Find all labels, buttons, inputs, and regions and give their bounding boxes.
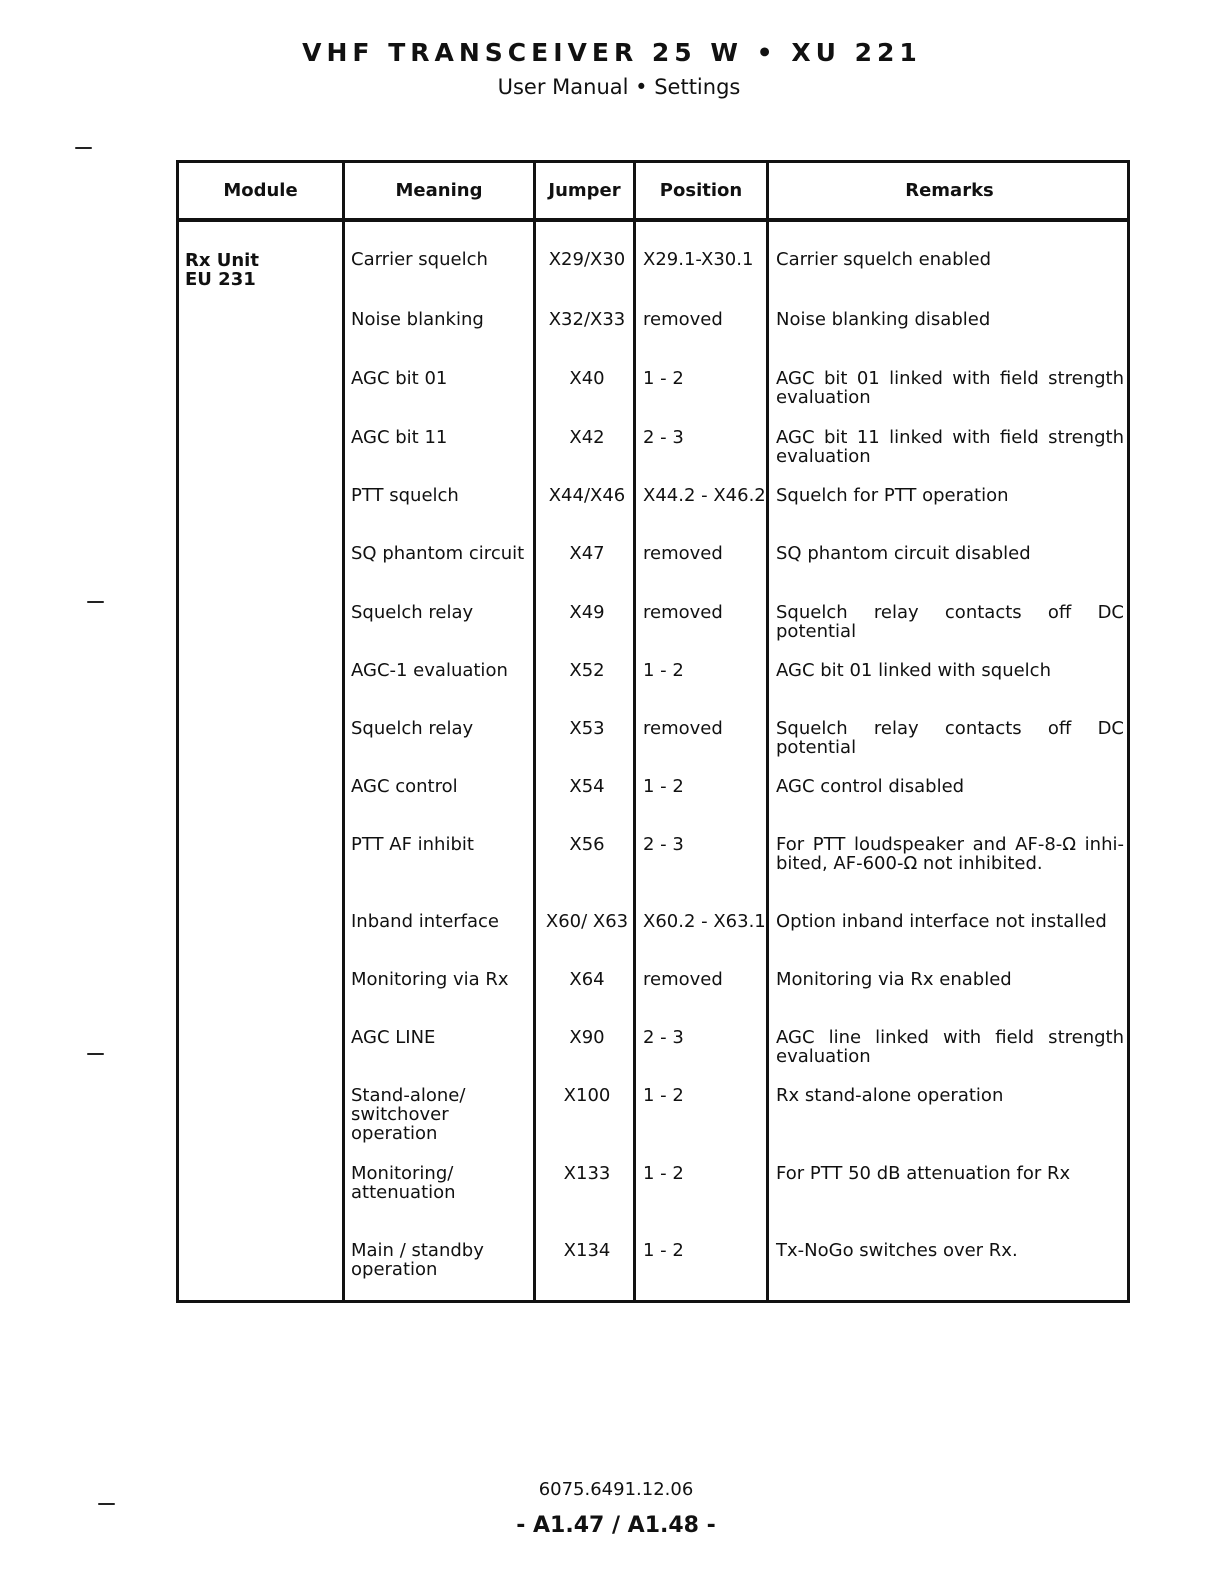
row-meaning: Monitoring/ attenuation [351,1163,456,1203]
module-name [185,251,335,289]
row-remarks: SQ phantom circuit disabled [776,543,1031,564]
row-meaning: Monitoring via Rx [351,969,509,990]
row-position: 1 - 2 [643,1163,684,1184]
row-remarks: Squelch for PTT operation [776,485,1009,506]
row-position: X60.2 - X63.1 [643,911,766,932]
column-header-jumper: Jumper [548,180,621,201]
column-header-module: Module [223,180,298,201]
row-position: X29.1-X30.1 [643,249,754,270]
row-jumper: X60/ X63 [545,911,629,932]
row-meaning: AGC LINE [351,1027,436,1048]
row-remarks: AGC line linked with field strength evaluation [776,1027,1124,1067]
row-meaning: Carrier squelch [351,249,488,270]
row-jumper: X52 [569,660,605,681]
row-remarks: AGC bit 01 linked with field strength evaluation [776,368,1124,408]
row-jumper: X53 [569,718,605,739]
row-jumper: X44/X46 [548,485,626,506]
margin-mark [75,147,92,149]
column-header-meaning: Meaning [395,180,483,201]
row-meaning: AGC bit 01 [351,368,448,389]
row-jumper: X29/X30 [548,249,626,270]
row-position: 1 - 2 [643,1085,684,1106]
row-remarks: AGC control disabled [776,776,965,797]
row-position: removed [643,602,723,623]
page-number: - A1.47 / A1.48 - [516,1513,716,1538]
row-jumper: X54 [569,776,605,797]
row-jumper: X100 [563,1085,611,1106]
row-remarks: Squelch relay contacts off DC potential [776,718,1124,758]
row-meaning: PTT squelch [351,485,459,506]
row-meaning: Squelch relay [351,718,474,739]
row-position: 1 - 2 [643,776,684,797]
row-meaning: Squelch relay [351,602,474,623]
module-code: EU 231 [185,269,256,290]
row-jumper: X133 [563,1163,611,1184]
row-meaning: AGC control [351,776,458,797]
row-position: 1 - 2 [643,1240,684,1261]
row-position: 2 - 3 [643,427,684,448]
column-divider [342,163,345,1300]
row-meaning: SQ phantom circuit [351,543,525,564]
row-meaning: Stand-alone/ switchover operation [351,1085,466,1144]
row-meaning: AGC bit 11 [351,427,448,448]
document-title: VHF TRANSCEIVER 25 W • XU 221 [302,38,922,67]
column-header-position: Position [659,180,743,201]
column-header-remarks: Remarks [905,180,994,201]
row-jumper: X32/X33 [548,309,626,330]
row-meaning: AGC-1 evaluation [351,660,508,681]
row-meaning: Noise blanking [351,309,484,330]
row-remarks: Noise blanking disabled [776,309,991,330]
row-jumper: X40 [569,368,605,389]
row-position: 1 - 2 [643,660,684,681]
row-remarks: Carrier squelch enabled [776,249,992,270]
row-jumper: X49 [569,602,605,623]
row-jumper: X47 [569,543,605,564]
row-jumper: X90 [569,1027,605,1048]
header-divider [179,218,1127,222]
row-position: 2 - 3 [643,1027,684,1048]
row-meaning: PTT AF inhibit [351,834,474,855]
row-remarks: Tx-NoGo switches over Rx. [776,1240,1018,1261]
row-remarks: For PTT 50 dB attenuation for Rx [776,1163,1071,1184]
row-remarks: Option inband interface not installed [776,911,1107,932]
row-jumper: X64 [569,969,605,990]
margin-mark [87,1053,104,1055]
margin-mark [87,601,104,603]
module-unit: Rx Unit [185,250,259,271]
row-position: removed [643,309,723,330]
document-subtitle: User Manual • Settings [497,75,741,99]
row-remarks: Squelch relay contacts off DC potential [776,602,1124,642]
row-position: removed [643,718,723,739]
row-position: 1 - 2 [643,368,684,389]
document-number: 6075.6491.12.06 [538,1479,694,1500]
row-position: removed [643,543,723,564]
row-remarks: AGC bit 01 linked with squelch [776,660,1051,681]
row-jumper: X56 [569,834,605,855]
row-position: X44.2 - X46.2 [643,485,766,506]
row-remarks: Monitoring via Rx enabled [776,969,1012,990]
row-meaning: Main / standby operation [351,1240,484,1280]
margin-mark [98,1503,115,1505]
row-remarks: AGC bit 11 linked with field strength evaluation [776,427,1124,467]
row-jumper: X134 [563,1240,611,1261]
row-remarks: For PTT loudspeaker and AF-8-Ω inhi-bited, AF-600-Ω not inhibited. [776,834,1124,874]
row-remarks: Rx stand-alone operation [776,1085,1004,1106]
row-meaning: Inband interface [351,911,500,932]
row-position: 2 - 3 [643,834,684,855]
row-jumper: X42 [569,427,605,448]
settings-table [176,160,1130,1303]
row-position: removed [643,969,723,990]
